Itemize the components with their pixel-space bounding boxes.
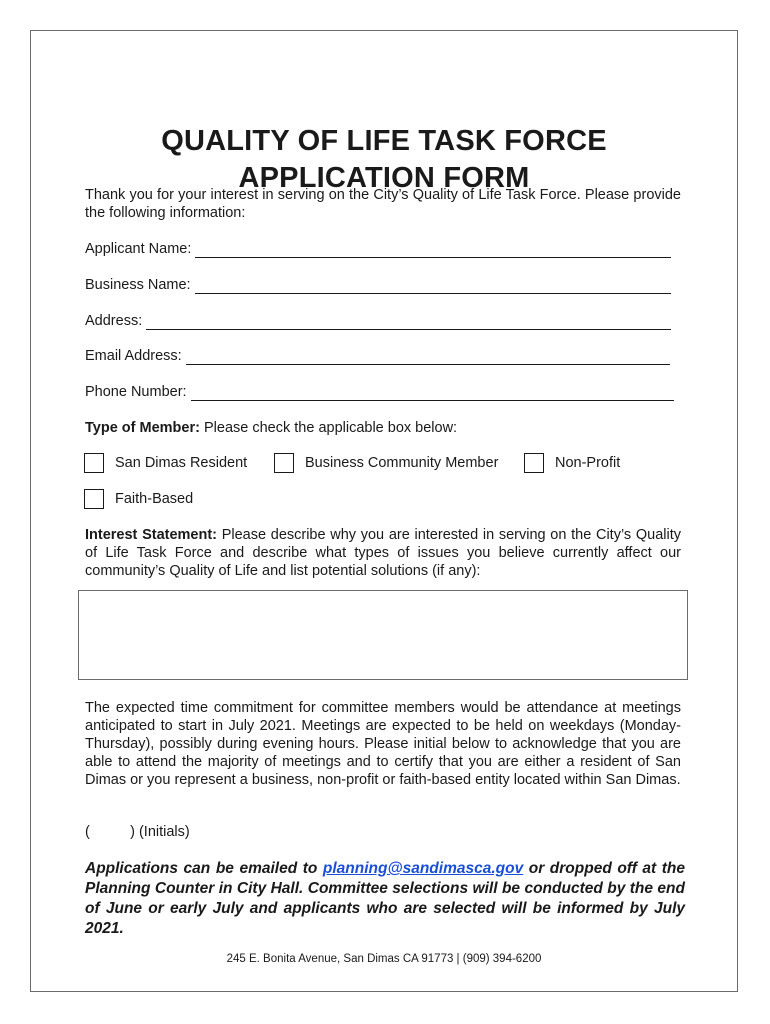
- commitment-text: The expected time commitment for committee members would be attendance at meetings anticipated to start in July 2021. Meetings are expected to be held on weekdays (Monday-Thursday), possibly during evening hours. Please initial below to acknowledge that you are able to attend the majority of meetings and to certify that you are either a resident of San Dimas or you represent a business, non-profit or faith-based entity located within San Dimas.: [85, 700, 681, 788]
- option-san-dimas-resident[interactable]: [84, 451, 247, 475]
- option-faith-based[interactable]: [84, 487, 193, 511]
- applicant-name-input[interactable]: [195, 243, 671, 258]
- form-page: [30, 30, 738, 992]
- submission-text-before: Applications can be emailed to: [85, 860, 323, 877]
- address-label: Address:: [85, 313, 143, 329]
- san-dimas-resident-checkbox[interactable]: [84, 453, 104, 473]
- interest-statement-textarea[interactable]: [78, 590, 688, 680]
- title-line-1: QUALITY OF LIFE TASK FORCE: [161, 125, 607, 157]
- business-name-input[interactable]: [195, 279, 671, 294]
- phone-input[interactable]: [191, 386, 674, 401]
- member-type-instruction: Please check the applicable box below:: [199, 420, 458, 436]
- faith-based-label: Faith-Based: [115, 491, 194, 507]
- title-line-2: APPLICATION FORM: [238, 162, 530, 194]
- option-business-community-member[interactable]: [274, 451, 498, 475]
- submission-text-after: or dropped off at the Planning Counter in City Hall. Committee selections will be conducted by the end of June or early July and applicants who are selected will be informed by July 2021.: [85, 860, 685, 937]
- phone-field[interactable]: [85, 383, 674, 401]
- address-input[interactable]: [146, 315, 671, 330]
- member-type-prompt: [85, 419, 681, 437]
- footer-address: 245 E. Bonita Avenue, San Dimas CA 91773 | (909) 394-6200: [226, 953, 542, 965]
- intro-text: Thank you for your interest in serving on the City’s Quality of Life Task Force. Please provide the following information:: [85, 187, 681, 221]
- interest-statement-prompt: [85, 526, 681, 580]
- business-community-member-checkbox[interactable]: [274, 453, 294, 473]
- applicant-name-label: Applicant Name:: [85, 241, 192, 257]
- initials-field[interactable]: ( ) (Initials): [85, 824, 190, 840]
- non-profit-checkbox[interactable]: [524, 453, 544, 473]
- faith-based-checkbox[interactable]: [84, 489, 104, 509]
- interest-statement-heading: Interest Statement:: [85, 527, 218, 543]
- business-name-label: Business Name:: [85, 277, 191, 293]
- phone-label: Phone Number:: [85, 384, 187, 400]
- non-profit-label: Non-Profit: [555, 455, 621, 471]
- submission-instructions: [85, 859, 685, 939]
- member-type-heading: Type of Member:: [85, 420, 200, 436]
- email-label: Email Address:: [85, 348, 182, 364]
- business-name-field[interactable]: [85, 276, 671, 294]
- option-non-profit[interactable]: [524, 451, 620, 475]
- san-dimas-resident-label: San Dimas Resident: [115, 455, 248, 471]
- interest-statement-text: Please describe why you are interested in serving on the City’s Quality of Life Task Force and describe what types of issues you believe currently affect our community’s Quality of Life and list potential solutions (if any):: [85, 527, 681, 579]
- business-community-member-label: Business Community Member: [305, 455, 499, 471]
- email-input[interactable]: [186, 350, 670, 365]
- applicant-name-field[interactable]: [85, 240, 671, 258]
- address-field[interactable]: [85, 312, 671, 330]
- planning-email-link[interactable]: planning@sandimasca.gov: [322, 860, 524, 877]
- email-field[interactable]: [85, 347, 670, 365]
